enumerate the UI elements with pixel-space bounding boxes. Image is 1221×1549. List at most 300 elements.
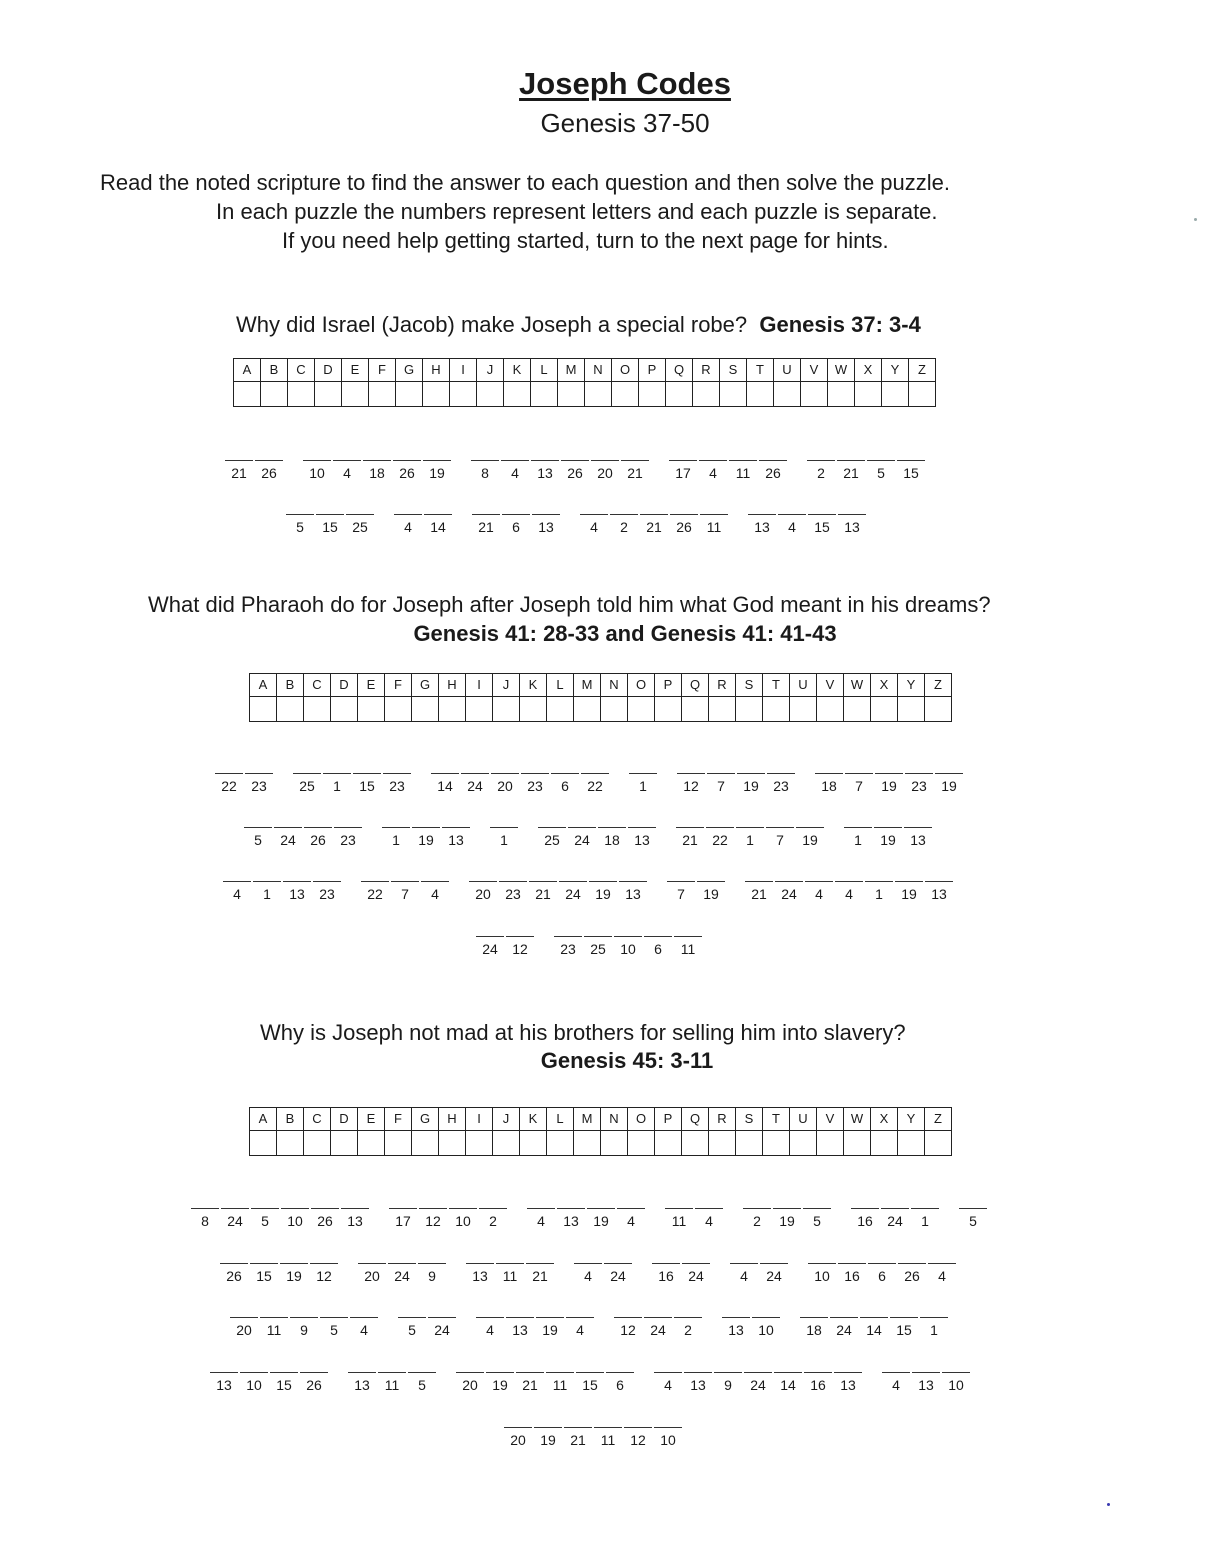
letter-blank[interactable] [587,1194,615,1209]
letter-cell[interactable] [881,1358,911,1393]
letter-cell[interactable] [664,1194,694,1229]
letter-blank[interactable] [644,1303,672,1318]
letter-blank[interactable] [551,759,579,774]
key-blank-cell[interactable] [925,1131,952,1156]
letter-blank[interactable] [559,867,587,882]
letter-blank[interactable] [706,813,734,828]
letter-cell[interactable] [673,1303,703,1338]
letter-blank[interactable] [775,867,803,882]
letter-cell[interactable] [222,867,252,902]
letter-blank[interactable] [516,1358,544,1373]
letter-blank[interactable] [851,1194,879,1209]
letter-blank[interactable] [532,500,560,515]
letter-blank[interactable] [472,500,500,515]
letter-blank[interactable] [303,446,331,461]
letter-blank[interactable] [835,867,863,882]
letter-blank[interactable] [546,1358,574,1373]
letter-cell[interactable] [807,1249,837,1284]
key-blank-cell[interactable] [547,1131,574,1156]
letter-blank[interactable] [274,813,302,828]
letter-cell[interactable] [381,813,411,848]
letter-cell[interactable] [470,446,500,481]
key-blank-cell[interactable] [747,382,774,407]
letter-cell[interactable] [515,1358,545,1393]
letter-cell[interactable] [244,759,274,794]
letter-blank[interactable] [925,867,953,882]
letter-cell[interactable] [623,1413,653,1448]
letter-blank[interactable] [845,759,873,774]
letter-blank[interactable] [860,1303,888,1318]
key-blank-cell[interactable] [342,382,369,407]
letter-cell[interactable] [683,1358,713,1393]
letter-cell[interactable] [332,446,362,481]
key-blank-cell[interactable] [477,382,504,407]
letter-cell[interactable] [729,1249,759,1284]
letter-cell[interactable] [289,1303,319,1338]
letter-cell[interactable] [299,1358,329,1393]
letter-cell[interactable] [597,813,627,848]
letter-blank[interactable] [874,813,902,828]
letter-blank[interactable] [251,1194,279,1209]
letter-blank[interactable] [393,446,421,461]
letter-blank[interactable] [911,1194,939,1209]
letter-cell[interactable] [423,500,453,535]
letter-cell[interactable] [666,867,696,902]
letter-blank[interactable] [554,922,582,937]
letter-blank[interactable] [912,1358,940,1373]
letter-blank[interactable] [253,867,281,882]
key-blank-cell[interactable] [450,382,477,407]
letter-cell[interactable] [758,446,788,481]
letter-cell[interactable] [489,813,519,848]
letter-blank[interactable] [320,1303,348,1318]
letter-blank[interactable] [260,1303,288,1318]
letter-blank[interactable] [210,1358,238,1373]
letter-blank[interactable] [358,1249,386,1264]
letter-cell[interactable] [628,759,658,794]
letter-blank[interactable] [800,1303,828,1318]
letter-cell[interactable] [833,1358,863,1393]
letter-blank[interactable] [604,1249,632,1264]
letter-cell[interactable] [309,1249,339,1284]
letter-cell[interactable] [422,446,452,481]
key-blank-cell[interactable] [790,697,817,722]
letter-blank[interactable] [654,1358,682,1373]
key-blank-cell[interactable] [828,382,855,407]
letter-blank[interactable] [333,446,361,461]
key-blank-cell[interactable] [358,1131,385,1156]
letter-cell[interactable] [526,1194,556,1229]
key-blank-cell[interactable] [871,1131,898,1156]
letter-blank[interactable] [389,1194,417,1209]
key-blank-cell[interactable] [304,697,331,722]
letter-blank[interactable] [527,1194,555,1209]
letter-blank[interactable] [280,1249,308,1264]
key-blank-cell[interactable] [558,382,585,407]
letter-cell[interactable] [844,759,874,794]
letter-blank[interactable] [466,1249,494,1264]
letter-blank[interactable] [223,867,251,882]
key-blank-cell[interactable] [736,1131,763,1156]
letter-cell[interactable] [603,1249,633,1284]
letter-cell[interactable] [553,922,583,957]
letter-cell[interactable] [613,922,643,957]
letter-blank[interactable] [383,759,411,774]
letter-blank[interactable] [424,500,452,515]
letter-blank[interactable] [502,500,530,515]
letter-cell[interactable] [866,446,896,481]
letter-blank[interactable] [614,922,642,937]
letter-cell[interactable] [927,1249,957,1284]
letter-cell[interactable] [605,1358,635,1393]
letter-blank[interactable] [538,813,566,828]
letter-blank[interactable] [803,1194,831,1209]
letter-cell[interactable] [639,500,669,535]
letter-cell[interactable] [579,500,609,535]
letter-blank[interactable] [491,759,519,774]
key-blank-cell[interactable] [277,1131,304,1156]
letter-cell[interactable] [837,1249,867,1284]
letter-cell[interactable] [303,813,333,848]
letter-cell[interactable] [550,759,580,794]
key-blank-cell[interactable] [250,1131,277,1156]
letter-cell[interactable] [721,1303,751,1338]
letter-cell[interactable] [349,1303,379,1338]
letter-cell[interactable] [836,446,866,481]
letter-cell[interactable] [675,813,705,848]
letter-cell[interactable] [867,1249,897,1284]
letter-blank[interactable] [748,500,776,515]
letter-cell[interactable] [586,1194,616,1229]
letter-blank[interactable] [442,813,470,828]
letter-cell[interactable] [681,1249,711,1284]
letter-blank[interactable] [476,1303,504,1318]
letter-cell[interactable] [903,813,933,848]
letter-blank[interactable] [714,1358,742,1373]
key-blank-cell[interactable] [412,697,439,722]
letter-blank[interactable] [230,1303,258,1318]
letter-cell[interactable] [269,1358,299,1393]
letter-cell[interactable] [475,922,505,957]
key-blank-cell[interactable] [898,1131,925,1156]
letter-blank[interactable] [479,1194,507,1209]
letter-cell[interactable] [795,813,825,848]
letter-cell[interactable] [460,759,490,794]
letter-cell[interactable] [220,1194,250,1229]
key-blank-cell[interactable] [655,697,682,722]
letter-blank[interactable] [225,446,253,461]
key-blank-cell[interactable] [682,1131,709,1156]
letter-blank[interactable] [745,867,773,882]
letter-cell[interactable] [249,1249,279,1284]
letter-blank[interactable] [250,1249,278,1264]
letter-blank[interactable] [421,867,449,882]
letter-blank[interactable] [676,813,704,828]
letter-cell[interactable] [777,500,807,535]
letter-blank[interactable] [589,867,617,882]
letter-cell[interactable] [593,1413,623,1448]
letter-blank[interactable] [838,1249,866,1264]
letter-blank[interactable] [674,1303,702,1318]
key-blank-cell[interactable] [547,697,574,722]
key-blank-cell[interactable] [720,382,747,407]
letter-cell[interactable] [627,813,657,848]
letter-blank[interactable] [270,1358,298,1373]
letter-cell[interactable] [843,813,873,848]
letter-blank[interactable] [895,867,923,882]
letter-blank[interactable] [898,1249,926,1264]
key-blank-cell[interactable] [763,1131,790,1156]
letter-blank[interactable] [418,1249,446,1264]
letter-blank[interactable] [561,446,589,461]
letter-cell[interactable] [588,867,618,902]
letter-blank[interactable] [743,1194,771,1209]
key-blank-cell[interactable] [369,382,396,407]
key-blank-cell[interactable] [882,382,909,407]
key-blank-cell[interactable] [466,697,493,722]
letter-blank[interactable] [897,446,925,461]
letter-blank[interactable] [830,1303,858,1318]
letter-blank[interactable] [617,1194,645,1209]
letter-blank[interactable] [388,1249,416,1264]
letter-cell[interactable] [565,1303,595,1338]
letter-cell[interactable] [537,813,567,848]
letter-blank[interactable] [621,446,649,461]
letter-cell[interactable] [910,1194,940,1229]
letter-cell[interactable] [243,813,273,848]
letter-cell[interactable] [407,1358,437,1393]
key-blank-cell[interactable] [385,697,412,722]
letter-cell[interactable] [804,867,834,902]
letter-blank[interactable] [431,759,459,774]
letter-blank[interactable] [808,1249,836,1264]
letter-blank[interactable] [323,759,351,774]
letter-blank[interactable] [536,1303,564,1318]
key-blank-cell[interactable] [396,382,423,407]
letter-cell[interactable] [357,1249,387,1284]
letter-blank[interactable] [363,446,391,461]
letter-blank[interactable] [221,1194,249,1209]
letter-blank[interactable] [286,500,314,515]
letter-cell[interactable] [676,759,706,794]
letter-cell[interactable] [744,867,774,902]
key-blank-cell[interactable] [817,697,844,722]
letter-cell[interactable] [382,759,412,794]
letter-blank[interactable] [778,500,806,515]
letter-cell[interactable] [322,759,352,794]
letter-cell[interactable] [500,446,530,481]
letter-blank[interactable] [844,813,872,828]
letter-blank[interactable] [805,867,833,882]
letter-cell[interactable] [471,500,501,535]
letter-blank[interactable] [191,1194,219,1209]
letter-cell[interactable] [430,759,460,794]
key-blank-cell[interactable] [817,1131,844,1156]
key-blank-cell[interactable] [774,382,801,407]
letter-blank[interactable] [531,446,559,461]
letter-blank[interactable] [707,759,735,774]
letter-cell[interactable] [673,922,703,957]
letter-cell[interactable] [864,867,894,902]
letter-cell[interactable] [224,446,254,481]
letter-cell[interactable] [713,1358,743,1393]
letter-cell[interactable] [590,446,620,481]
letter-blank[interactable] [959,1194,987,1209]
letter-cell[interactable] [319,1303,349,1338]
letter-blank[interactable] [290,1303,318,1318]
letter-blank[interactable] [773,1194,801,1209]
letter-cell[interactable] [773,1358,803,1393]
letter-blank[interactable] [584,922,612,937]
letter-blank[interactable] [759,446,787,461]
letter-cell[interactable] [530,446,560,481]
letter-blank[interactable] [240,1358,268,1373]
key-blank-cell[interactable] [693,382,720,407]
letter-cell[interactable] [273,813,303,848]
letter-blank[interactable] [729,446,757,461]
key-blank-cell[interactable] [655,1131,682,1156]
letter-blank[interactable] [529,867,557,882]
letter-blank[interactable] [606,1358,634,1373]
key-blank-cell[interactable] [531,382,558,407]
letter-blank[interactable] [428,1303,456,1318]
letter-cell[interactable] [694,1194,724,1229]
key-blank-cell[interactable] [801,382,828,407]
letter-cell[interactable] [280,1194,310,1229]
letter-blank[interactable] [796,813,824,828]
letter-blank[interactable] [677,759,705,774]
letter-cell[interactable] [669,500,699,535]
letter-blank[interactable] [920,1303,948,1318]
letter-cell[interactable] [904,759,934,794]
letter-cell[interactable] [837,500,867,535]
letter-cell[interactable] [252,867,282,902]
letter-cell[interactable] [352,759,382,794]
letter-blank[interactable] [867,446,895,461]
letter-cell[interactable] [834,867,864,902]
letter-blank[interactable] [361,867,389,882]
letter-cell[interactable] [643,1303,673,1338]
letter-blank[interactable] [904,813,932,828]
letter-cell[interactable] [874,759,904,794]
letter-blank[interactable] [654,1413,682,1428]
letter-blank[interactable] [928,1249,956,1264]
letter-blank[interactable] [674,922,702,937]
letter-cell[interactable] [411,813,441,848]
letter-blank[interactable] [334,813,362,828]
letter-blank[interactable] [245,759,273,774]
key-blank-cell[interactable] [709,697,736,722]
key-blank-cell[interactable] [736,697,763,722]
letter-blank[interactable] [419,1194,447,1209]
letter-blank[interactable] [697,867,725,882]
letter-cell[interactable] [448,1194,478,1229]
letter-blank[interactable] [580,500,608,515]
key-blank-cell[interactable] [709,1131,736,1156]
letter-blank[interactable] [935,759,963,774]
letter-blank[interactable] [382,813,410,828]
letter-blank[interactable] [737,759,765,774]
key-blank-cell[interactable] [574,1131,601,1156]
letter-cell[interactable] [312,867,342,902]
letter-cell[interactable] [490,759,520,794]
letter-blank[interactable] [476,922,504,937]
letter-cell[interactable] [799,1303,829,1338]
letter-cell[interactable] [556,1194,586,1229]
letter-blank[interactable] [868,1249,896,1264]
letter-cell[interactable] [580,759,610,794]
key-blank-cell[interactable] [628,1131,655,1156]
letter-cell[interactable] [392,446,422,481]
letter-cell[interactable] [803,1358,833,1393]
key-blank-cell[interactable] [763,697,790,722]
letter-cell[interactable] [520,759,550,794]
letter-blank[interactable] [695,1194,723,1209]
letter-cell[interactable] [802,1194,832,1229]
letter-cell[interactable] [924,867,954,902]
letter-blank[interactable] [501,446,529,461]
letter-blank[interactable] [628,813,656,828]
letter-blank[interactable] [311,1194,339,1209]
key-blank-cell[interactable] [925,697,952,722]
letter-cell[interactable] [495,1249,525,1284]
letter-cell[interactable] [340,1194,370,1229]
letter-cell[interactable] [736,759,766,794]
letter-blank[interactable] [506,922,534,937]
letter-cell[interactable] [705,813,735,848]
letter-cell[interactable] [498,867,528,902]
letter-blank[interactable] [557,1194,585,1209]
letter-cell[interactable] [653,1413,683,1448]
letter-cell[interactable] [958,1194,988,1229]
key-blank-cell[interactable] [331,1131,358,1156]
letter-cell[interactable] [345,500,375,535]
letter-cell[interactable] [765,813,795,848]
key-blank-cell[interactable] [520,697,547,722]
letter-blank[interactable] [574,1249,602,1264]
letter-cell[interactable] [417,1249,447,1284]
letter-cell[interactable] [190,1194,220,1229]
letter-cell[interactable] [774,867,804,902]
key-blank-cell[interactable] [493,697,520,722]
letter-cell[interactable] [806,446,836,481]
letter-blank[interactable] [281,1194,309,1209]
letter-cell[interactable] [427,1303,457,1338]
key-blank-cell[interactable] [639,382,666,407]
key-blank-cell[interactable] [601,1131,628,1156]
key-blank-cell[interactable] [493,1131,520,1156]
letter-cell[interactable] [393,500,423,535]
letter-blank[interactable] [682,1249,710,1264]
letter-cell[interactable] [573,1249,603,1284]
letter-blank[interactable] [244,813,272,828]
letter-blank[interactable] [614,1303,642,1318]
letter-blank[interactable] [598,813,626,828]
letter-blank[interactable] [255,446,283,461]
key-blank-cell[interactable] [682,697,709,722]
letter-cell[interactable] [360,867,390,902]
letter-blank[interactable] [576,1358,604,1373]
letter-cell[interactable] [279,1249,309,1284]
letter-cell[interactable] [747,500,777,535]
letter-blank[interactable] [699,446,727,461]
letter-blank[interactable] [881,1194,909,1209]
letter-cell[interactable] [613,1303,643,1338]
letter-cell[interactable] [545,1358,575,1393]
letter-blank[interactable] [564,1413,592,1428]
letter-cell[interactable] [560,446,590,481]
letter-blank[interactable] [684,1358,712,1373]
